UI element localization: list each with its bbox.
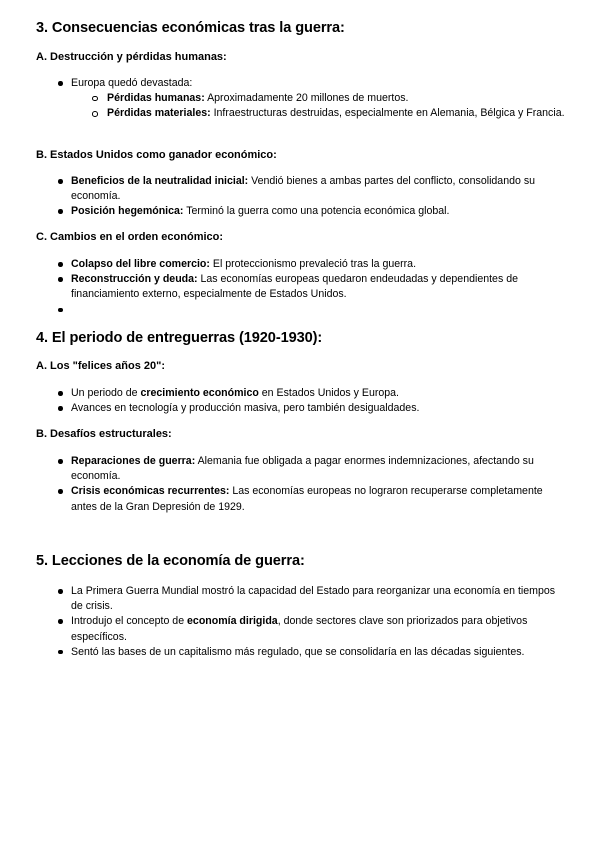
- section-3c: [36, 231, 568, 243]
- item-text: Las economías europeas quedaron endeudadas y dependientes de financiamiento externo, especialmente de Estados Unidos.: [71, 273, 518, 301]
- item-text: Aproximadamente 20 millones de muertos.: [204, 92, 409, 105]
- list-item: [36, 174, 568, 204]
- sub-list-item: [36, 106, 568, 121]
- item-text: Alemania fue obligada a pagar enormes indemnizaciones, afectando su economía.: [71, 455, 534, 483]
- section-4a-heading: A. Los "felices años 20":: [36, 360, 166, 372]
- item-text: , donde sectores clave son priorizados para objetivos específicos.: [71, 615, 528, 643]
- list-item: [36, 204, 568, 219]
- item-label: Pérdidas materiales:: [107, 107, 211, 120]
- item-emphasis: crecimiento económico: [140, 387, 259, 399]
- item-text: Sentó las bases de un capitalismo más regulado, que se consolidaría en las décadas siguientes.: [71, 645, 525, 658]
- section-4b-heading: B. Desafíos estructurales:: [36, 428, 172, 440]
- empty-list-item: [36, 303, 568, 318]
- item-text: La Primera Guerra Mundial mostró la capacidad del Estado para reorganizar una economía en tiempos de crisis.: [71, 585, 556, 613]
- item-label: Beneficios de la neutralidad inicial:: [71, 175, 249, 187]
- item-text: en Estados Unidos y Europa.: [258, 387, 399, 399]
- section-4a-list: [36, 386, 568, 416]
- item-label: Pérdidas humanas:: [107, 92, 205, 105]
- section-4b: [36, 428, 568, 440]
- item-text: Introdujo el concepto de: [71, 615, 188, 628]
- section-5-title: 5. Lecciones de la economía de guerra:: [36, 553, 305, 569]
- item-text: Un periodo de: [71, 387, 141, 399]
- section-3a: [36, 51, 568, 63]
- item-text: Terminó la guerra como una potencia económica global.: [183, 205, 450, 218]
- list-item: [36, 257, 568, 272]
- section-3a-heading: A. Destrucción y pérdidas humanas:: [36, 51, 227, 63]
- item-text: Vendió bienes a ambas partes del conflicto, consolidando su economía.: [71, 175, 536, 203]
- item-emphasis: economía dirigida: [187, 615, 278, 628]
- item-label: Reparaciones de guerra:: [71, 455, 196, 467]
- list-item: [36, 484, 568, 514]
- section-3c-list: [36, 257, 568, 318]
- item-label: Posición hegemónica:: [71, 205, 184, 218]
- item-text: Avances en tecnología y producción masiva, pero también desigualdades.: [71, 402, 420, 415]
- sub-list-item: [36, 91, 568, 106]
- section-3b: [36, 149, 568, 161]
- list-item: [36, 454, 568, 484]
- section-4a: [36, 360, 568, 372]
- list-item: [36, 386, 568, 401]
- list-item: [36, 584, 568, 614]
- item-text: Las economías europeas no lograron recuperarse completamente antes de la Gran Depresión de 1929.: [71, 485, 543, 513]
- list-item: [36, 401, 568, 416]
- section-3: [36, 20, 568, 36]
- item-label: Colapso del libre comercio:: [71, 258, 210, 270]
- section-4: [36, 330, 568, 346]
- section-5: [36, 553, 568, 569]
- section-3b-list: [36, 174, 568, 220]
- section-3c-heading: C. Cambios en el orden económico:: [36, 231, 224, 243]
- list-item: [36, 272, 568, 302]
- section-3-title: 3. Consecuencias económicas tras la guerra:: [36, 20, 345, 36]
- section-5-list: [36, 584, 568, 660]
- section-3a-list: [36, 76, 568, 122]
- list-item: [36, 614, 568, 644]
- item-label: Crisis económicas recurrentes:: [71, 485, 230, 498]
- item-text: Infraestructuras destruidas, especialmente en Alemania, Bélgica y Francia.: [210, 107, 565, 120]
- list-item-text: Europa quedó devastada:: [71, 77, 193, 89]
- section-4-title: 4. El periodo de entreguerras (1920-1930):: [36, 330, 323, 346]
- list-item: [36, 645, 568, 660]
- section-4b-list: [36, 454, 568, 515]
- item-text: El proteccionismo prevaleció tras la guerra.: [209, 258, 417, 270]
- item-label: Reconstrucción y deuda:: [71, 273, 198, 286]
- list-item: [36, 76, 568, 91]
- section-3b-heading: B. Estados Unidos como ganador económico:: [36, 149, 277, 161]
